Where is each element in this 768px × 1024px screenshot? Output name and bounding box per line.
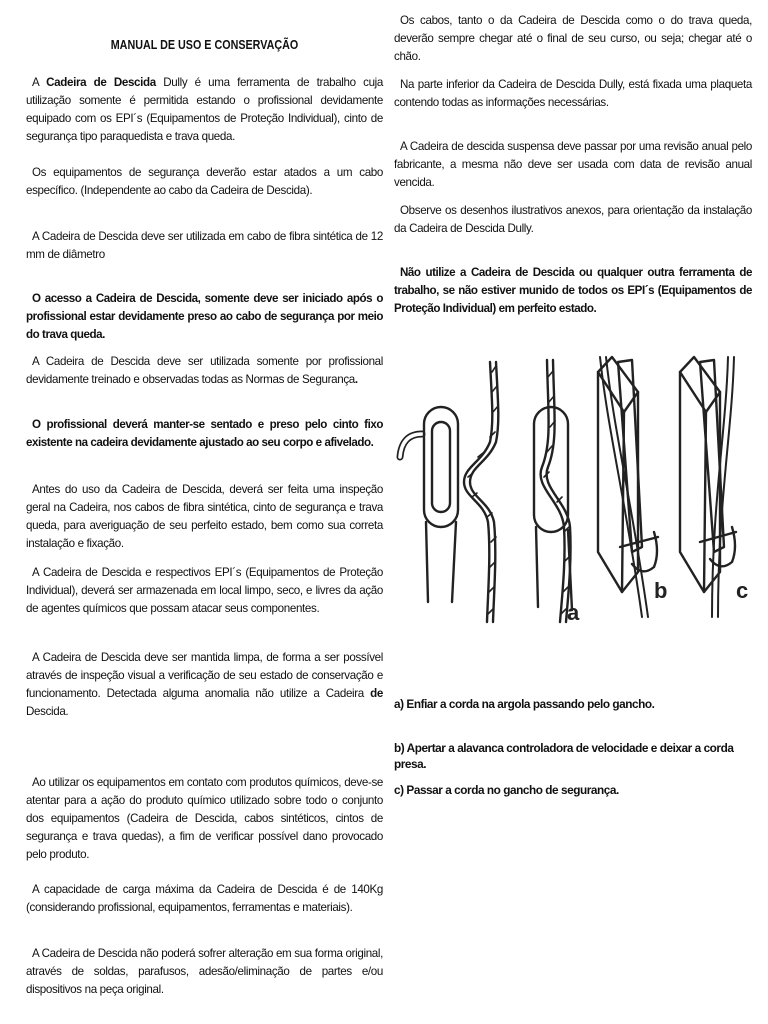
- manual-title: MANUAL DE USO E CONSERVAÇÃO: [110, 38, 299, 52]
- wavy-rope-drawing: [464, 362, 498, 622]
- paragraph-seated-warning: O profissional deverá manter-se sentado e preso pelo cinto fixo existente na cadeira devidamente ajustado ao seu corpo e afivelado.: [26, 418, 383, 449]
- paragraph-plate-info: Na parte inferior da Cadeira de Descida Dully, está fixada uma plaqueta contendo todas as informações necessárias.: [394, 78, 752, 109]
- cleaning-text: A Cadeira de Descida deve ser mantida limpa, de forma a ser possível através de inspeção visual a verificação de seu estado de conservação e funcionamento. Detectada alguma anomalia não utilize a Cadeira: [26, 651, 383, 700]
- paragraph-cleaning: [26, 649, 383, 721]
- installation-illustration: [392, 352, 762, 627]
- paragraph-chemicals: Ao utilizar os equipamentos em contato com produtos químicos, deve-se atentar para a ação do produto químico utilizado sobre todo o conjunto dos equipamentos (Cadeira de Descida, cabos sintéticos, cintos de segurança e trava quedas), a fim de verificar possível dano provocado pelo produto.: [26, 776, 383, 861]
- caption-step-a: a) Enfiar a corda na argola passando pelo gancho.: [394, 697, 655, 711]
- caption-step-b: b) Apertar a alavanca controladora de velocidade e deixar a corda presa.: [394, 741, 734, 771]
- paragraph-epi-warning: Não utilize a Cadeira de Descida ou qualquer outra ferramenta de trabalho, se não estiver munido de todos os EPI´s (Equipamentos de Proteção Individual) em perfeito estado.: [394, 266, 752, 315]
- intro-rest: Dully é uma ferramenta de trabalho cuja utilização somente é permitida estando o profissional devidamente equipado com os EPI´s (Equipamentos de Proteção Individual), cinto de segurança tipo paraquedista e trava queda.: [26, 76, 383, 143]
- figure-label-b: b: [654, 578, 668, 603]
- paragraph-trained-professional: [26, 353, 383, 389]
- paragraph-load-capacity: A capacidade de carga máxima da Cadeira de Descida é de 140Kg (considerando profissional, equipamentos, ferramentas e materiais).: [26, 883, 383, 914]
- paragraph-inspection: Antes do uso da Cadeira de Descida, deverá ser feita uma inspeção geral na Cadeira, nos cabos de fibra sintética, cinto de segurança e trava queda, para averiguação de seu perfeito estado, bem como sua correta instalação e fixação.: [26, 483, 383, 550]
- paragraph-access-warning: O acesso a Cadeira de Descida, somente deve ser iniciado após o profissional estar devidamente preso ao cabo de segurança por meio do trava queda.: [26, 292, 383, 341]
- intro-product-name: Cadeira de Descida: [46, 76, 156, 89]
- figure-label-a: a: [567, 600, 580, 625]
- figure-label-c: c: [736, 578, 749, 603]
- trained-end: .: [354, 373, 358, 386]
- safety-hook-c-drawing: [680, 357, 736, 617]
- installation-drawing: [392, 352, 762, 627]
- ring-with-hook-drawing: [400, 407, 458, 602]
- paragraph-cables-to-ground: Os cabos, tanto o da Cadeira de Descida como o do trava queda, deverão sempre chegar até o final de seu curso, ou seja; chegar até o chão.: [394, 14, 752, 63]
- paragraph-annual-revision: A Cadeira de descida suspensa deve passar por uma revisão anual pelo fabricante, a mesma não deve ser usada com data de revisão anual vencida.: [394, 140, 752, 189]
- paragraph-cable-spec: A Cadeira de Descida deve ser utilizada em cabo de fibra sintética de 12 mm de diâmetro: [26, 230, 383, 261]
- caption-step-c: c) Passar a corda no gancho de segurança.: [394, 783, 619, 797]
- lever-b-drawing: [598, 357, 658, 617]
- cleaning-bold-word: de: [370, 687, 383, 700]
- paragraph-no-modification: A Cadeira de Descida não poderá sofrer alteração em sua forma original, através de soldas, parafusos, adesão/eliminação de partes e/ou dispositivos na peça original.: [26, 947, 383, 996]
- paragraph-see-drawings: Observe os desenhos ilustrativos anexos, para orientação da instalação da Cadeira de Descida Dully.: [394, 204, 752, 235]
- rope-through-ring-drawing: [534, 360, 572, 622]
- intro-prefix: A: [32, 76, 47, 89]
- trained-text: A Cadeira de Descida deve ser utilizada somente por profissional devidamente treinado e observadas todas as Normas de Segurança: [26, 355, 383, 386]
- paragraph-intro: [26, 74, 383, 146]
- cleaning-end: Descida.: [26, 705, 69, 718]
- paragraph-storage: A Cadeira de Descida e respectivos EPI´s (Equipamentos de Proteção Individual), deverá ser armazenada em local limpo, seco, e livres da ação de agentes químicos que possam atacar seus componentes.: [26, 566, 383, 615]
- paragraph-safety-equipment: Os equipamentos de segurança deverão estar atados a um cabo específico. (Independente ao cabo da Cadeira de Descida).: [26, 166, 383, 197]
